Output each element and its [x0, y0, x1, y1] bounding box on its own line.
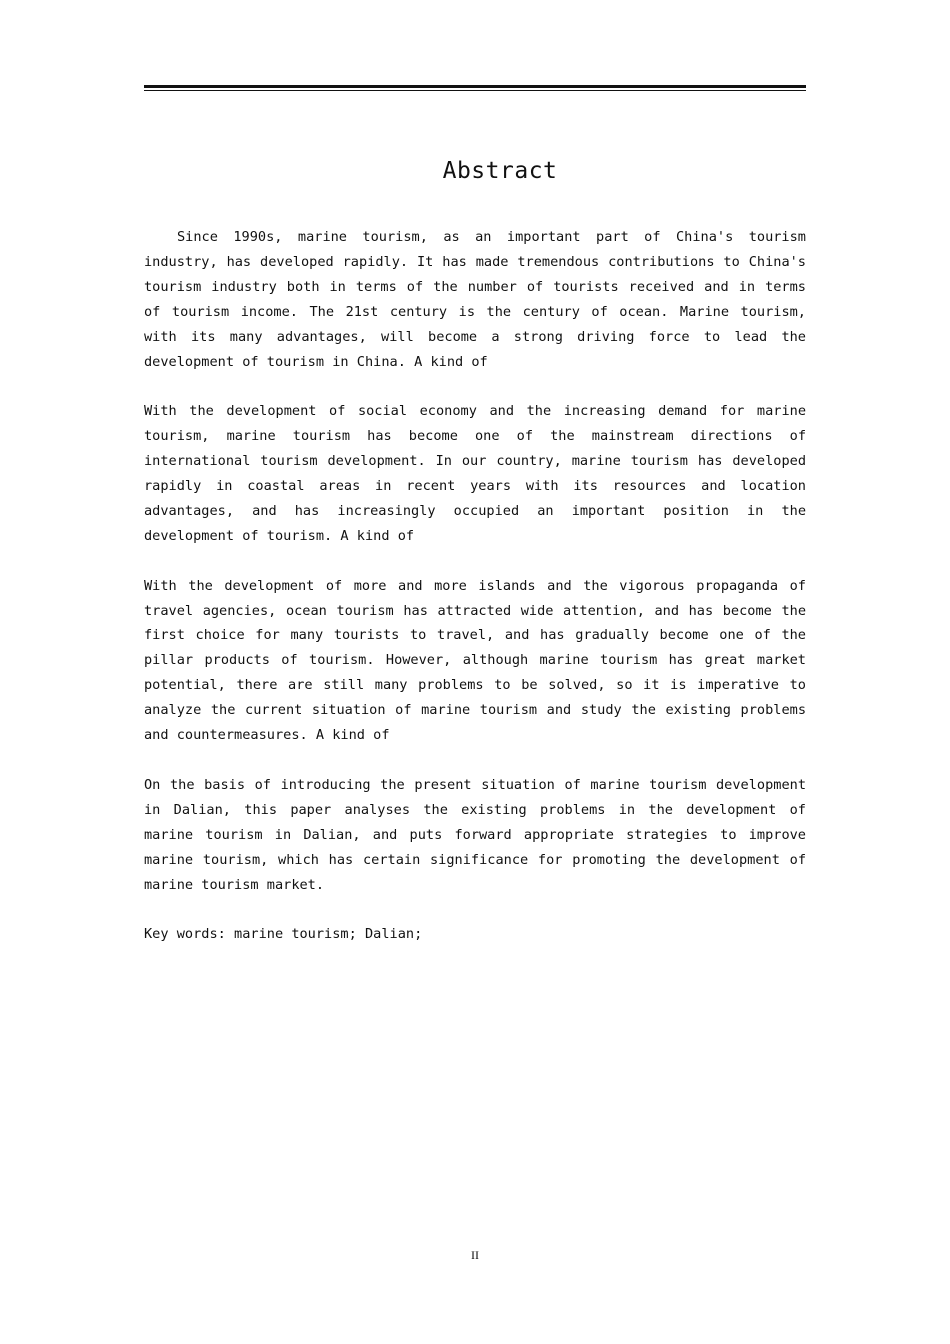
abstract-paragraph-2: With the development of social economy and the increasing demand for marine tourism, marine tourism has become one of the mainstream directions of international tourism development. In our country, marine tourism has developed rapidly in coastal areas in recent years with its resources and location advantages, and has increasingly occupied an important position in the development of tourism. A kind of	[144, 403, 806, 544]
keywords-line: Key words: marine tourism; Dalian;	[144, 926, 423, 943]
header-rule-thin	[144, 90, 806, 91]
abstract-paragraph-4: On the basis of introducing the present situation of marine tourism development in Dalian, this paper analyses the existing problems in the development of marine tourism in Dalian, and puts forward appropriate strategies to improve marine tourism, which has certain significance for promoting the development of marine tourism market.	[144, 776, 806, 893]
header-rule	[144, 85, 806, 91]
abstract-body	[144, 225, 806, 972]
abstract-paragraph-3: With the development of more and more islands and the vigorous propaganda of travel agencies, ocean tourism has attracted wide attention, and has become the first choice for many tourists to travel, and has gradually become one of the pillar products of tourism. However, although marine tourism has great market potential, there are still many problems to be solved, so it is imperative to analyze the current situation of marine tourism and study the existing problems and countermeasures. A kind of	[144, 577, 806, 744]
abstract-paragraph-1: Since 1990s, marine tourism, as an important part of China's tourism industry, has developed rapidly. It has made tremendous contributions to China's tourism industry both in terms of the number of tourists received and in terms of tourism income. The 21st century is the century of ocean. Marine tourism, with its many advantages, will become a strong driving force to lead the development of tourism in China. A kind of	[144, 229, 806, 370]
page-number: II	[471, 1248, 479, 1262]
section-title: Abstract	[442, 158, 558, 184]
